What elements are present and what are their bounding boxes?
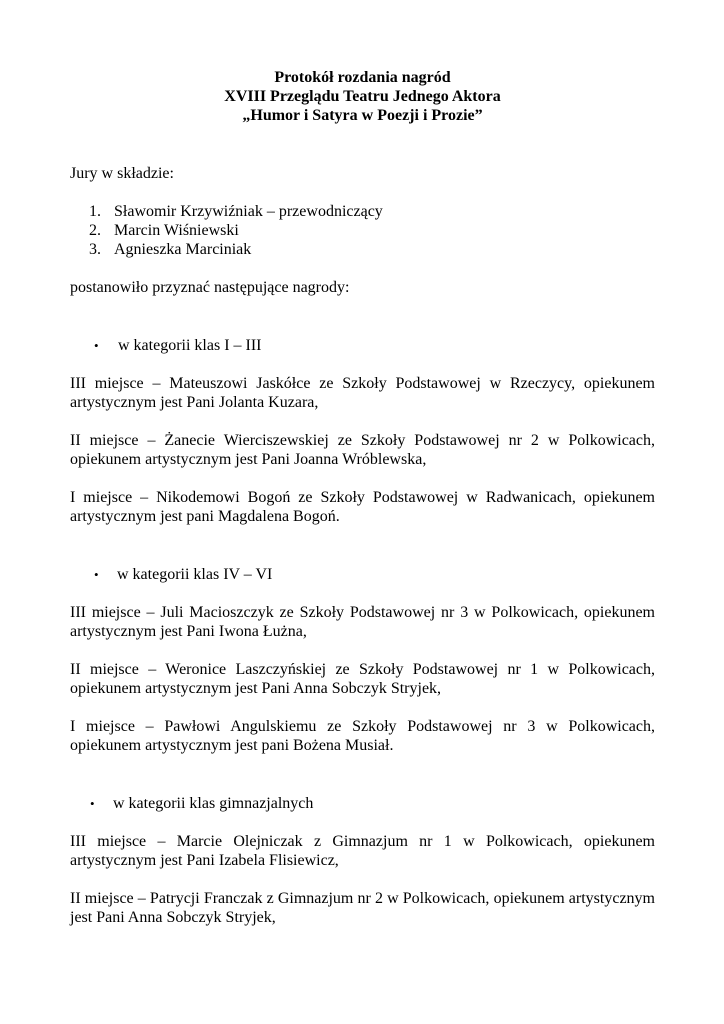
jury-member-name: Sławomir Krzywiźniak – przewodniczący — [114, 203, 383, 220]
jury-member — [70, 202, 655, 221]
title-line-3: „Humor i Satyra w Poezji i Prozie” — [242, 107, 483, 124]
jury-member-number: 3. — [89, 241, 101, 258]
jury-member-number: 1. — [89, 203, 101, 220]
award-paragraph: III miejsce – Marcie Olejniczak z Gimnazjum nr 1 w Polkowicach, opiekunem artystycznym jest Pani Izabela Flisiewicz, — [70, 833, 655, 869]
category-heading — [70, 336, 655, 355]
intro-text: postanowiło przyznać następujące nagrody: — [70, 279, 350, 296]
award-paragraph: II miejsce – Patrycji Franczak z Gimnazjum nr 2 w Polkowicach, opiekunem artystycznym jest Pani Anna Sobczyk Stryjek, — [70, 890, 655, 926]
document-page — [70, 68, 655, 927]
category-label: w kategorii klas gimnazjalnych — [113, 795, 314, 812]
jury-heading: Jury w składzie: — [70, 165, 174, 182]
jury-member — [70, 221, 655, 240]
jury-member — [70, 240, 655, 259]
jury-member-number: 2. — [89, 222, 101, 239]
award-paragraph: II miejsce – Weronice Laszczyńskiej ze Szkoły Podstawowej nr 1 w Polkowicach, opiekunem artystycznym jest Pani Anna Sobczyk Stryjek, — [70, 661, 655, 697]
bullet-icon: • — [90, 796, 95, 811]
category-heading — [70, 565, 655, 584]
award-paragraph: III miejsce – Mateuszowi Jaskółce ze Szkoły Podstawowej w Rzeczycy, opiekunem artystycznym jest Pani Jolanta Kuzara, — [70, 375, 655, 411]
category-label: w kategorii klas IV – VI — [117, 566, 273, 583]
award-paragraph: I miejsce – Pawłowi Angulskiemu ze Szkoły Podstawowej nr 3 w Polkowicach, opiekunem artystycznym jest pani Bożena Musiał. — [70, 718, 655, 754]
jury-member-name: Marcin Wiśniewski — [114, 222, 239, 239]
bullet-icon: • — [94, 338, 99, 353]
category-label: w kategorii klas I – III — [118, 337, 262, 354]
award-paragraph: III miejsce – Juli Macioszczyk ze Szkoły Podstawowej nr 3 w Polkowicach, opiekunem artystycznym jest Pani Iwona Łużna, — [70, 604, 655, 640]
document-title — [70, 68, 655, 125]
category-heading — [70, 794, 655, 813]
award-paragraph: II miejsce – Żanecie Wierciszewskiej ze Szkoły Podstawowej nr 2 w Polkowicach, opiekunem artystycznym jest Pani Joanna Wróblewska, — [70, 432, 655, 468]
title-line-1: Protokół rozdania nagród — [274, 69, 451, 86]
bullet-icon: • — [94, 567, 99, 582]
award-paragraph: I miejsce – Nikodemowi Bogoń ze Szkoły Podstawowej w Radwanicach, opiekunem artystycznym jest pani Magdalena Bogoń. — [70, 489, 655, 525]
jury-member-name: Agnieszka Marciniak — [114, 241, 252, 258]
jury-list — [70, 202, 655, 259]
title-line-2: XVIII Przeglądu Teatru Jednego Aktora — [224, 88, 501, 105]
